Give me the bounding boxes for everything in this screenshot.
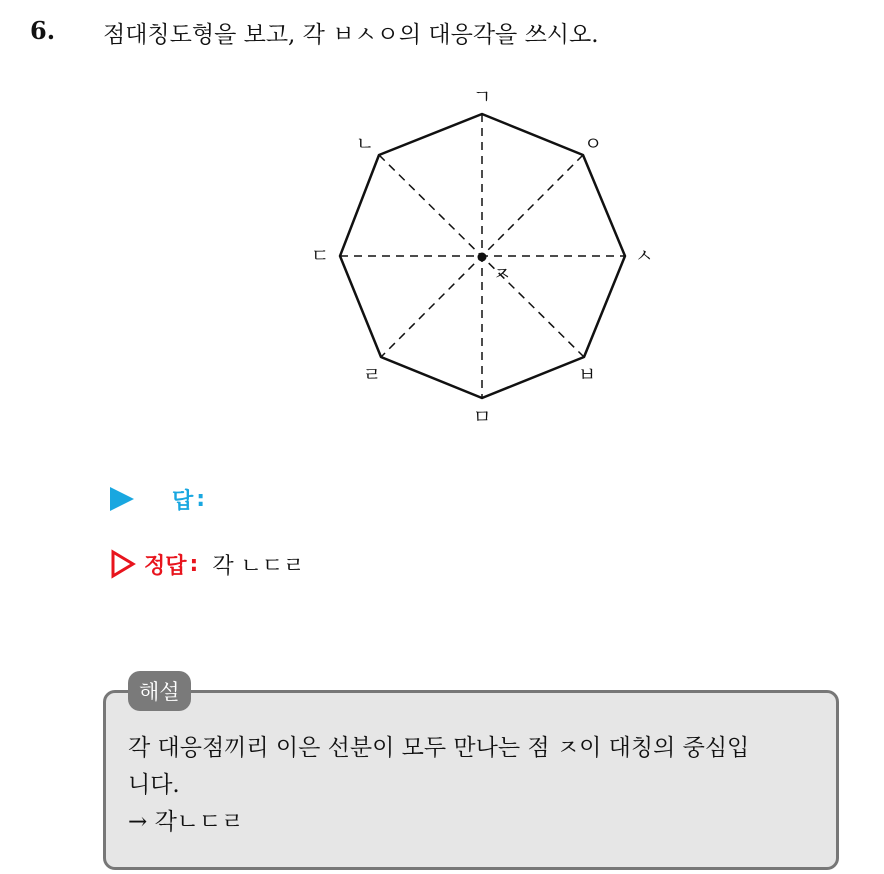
vertex-label-siot: ㅅ (634, 245, 654, 267)
vertex-label-bieup: ㅂ (577, 364, 597, 386)
vertex-label-rieul: ㄹ (362, 364, 382, 386)
explanation-tag: 해설 (128, 671, 191, 711)
explanation-line-1: 각 대응점끼리 이은 선분이 모두 만나는 점 ㅈ이 대칭의 중심입 (128, 735, 750, 761)
vertex-label-digeut: ㄷ (310, 245, 330, 267)
question-number: 6. (30, 16, 56, 45)
correct-answer-row (110, 546, 304, 582)
center-point (478, 253, 487, 262)
answer-colon: : (196, 486, 206, 512)
correct-answer-label: 정답 (144, 553, 187, 579)
explanation-text (128, 730, 828, 841)
center-label-jieut: ㅈ (492, 263, 512, 285)
vertex-label-nieun: ㄴ (355, 133, 375, 155)
answer-label: 답 (172, 488, 194, 514)
vertex-label-ieung: ㅇ (583, 133, 603, 155)
vertex-label-mieum: ㅁ (472, 406, 492, 428)
correct-answer-colon: : (189, 551, 199, 577)
explanation-line-2: 니다. (128, 772, 180, 798)
vertex-label-giyeok: ㄱ (472, 86, 492, 108)
correct-triangle-icon (110, 549, 136, 579)
correct-answer-value: 각 ㄴㄷㄹ (212, 553, 305, 579)
question-text: 점대칭도형을 보고, 각 ㅂㅅㅇ의 대응각을 쓰시오. (103, 22, 599, 48)
answer-row (110, 481, 219, 517)
explanation-line-3: → 각ㄴㄷㄹ (128, 809, 244, 835)
answer-triangle-icon (110, 487, 134, 511)
